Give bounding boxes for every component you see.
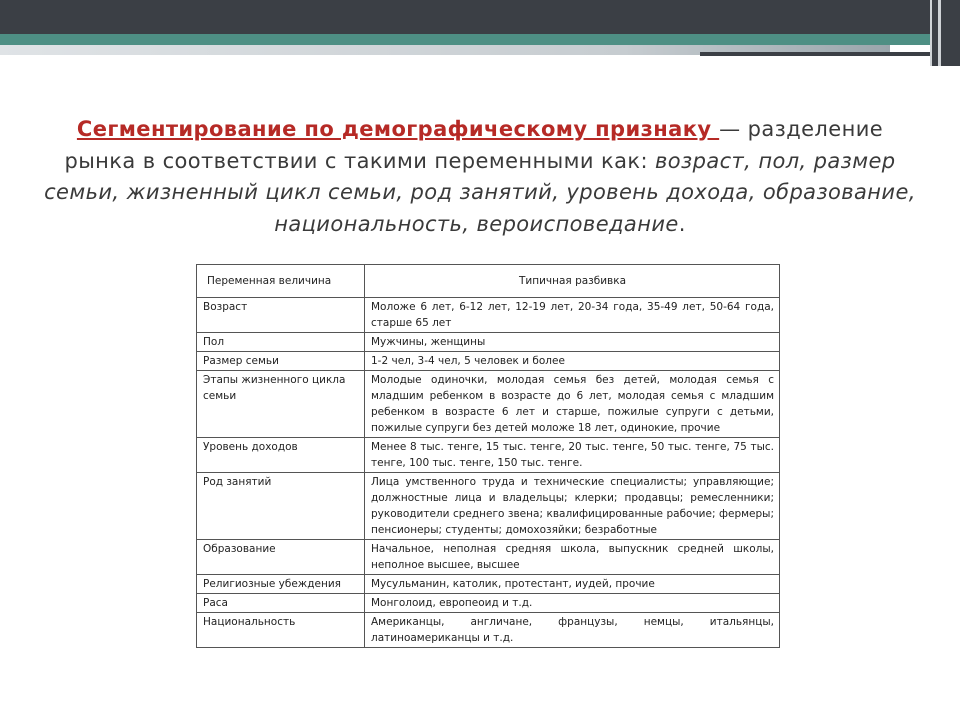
table-row [197, 473, 780, 540]
segmentation-table [196, 264, 780, 648]
cell-breakdown: Мусульманин, католик, протестант, иудей, прочие [365, 575, 780, 594]
top-decor-bar [0, 0, 960, 34]
table-header-row [197, 265, 780, 298]
corner-decor [930, 0, 960, 66]
cell-breakdown: Лица умственного труда и технические специалисты; управляющие; должностные лица и владельцы; клерки; продавцы; ремесленники; руководители среднего звена; квалифицированные рабочие; фермеры; пенсионеры; студенты; домохозяйки; безработные [365, 473, 780, 540]
cell-breakdown: Начальное, неполная средняя школа, выпускник средней школы, неполное высшее, высшее [365, 540, 780, 575]
cell-variable: Религиозные убеждения [197, 575, 365, 594]
cell-variable: Образование [197, 540, 365, 575]
table-row [197, 575, 780, 594]
table-row [197, 438, 780, 473]
cell-variable: Пол [197, 333, 365, 352]
table-row [197, 540, 780, 575]
accent-band [0, 34, 932, 45]
table-row [197, 371, 780, 438]
cell-breakdown: 1-2 чел, 3-4 чел, 5 человек и более [365, 352, 780, 371]
slide-heading [40, 114, 920, 240]
accent-band-dark [700, 52, 932, 56]
heading-text: — разделение рынка в соответствии с такими переменными как: [64, 117, 884, 173]
cell-variable: Возраст [197, 298, 365, 333]
heading-end: . [678, 211, 686, 236]
cell-breakdown: Молодые одиночки, молодая семья без детей, молодая семья с младшим ребенком в возрасте до 6 лет, молодая семья с младшим ребенком в возрасте 6 лет и старше, пожилые супруги с детьми, пожилые супруги без детей моложе 18 лет, одинокие, прочие [365, 371, 780, 438]
table-row [197, 352, 780, 371]
header-variable: Переменная величина [197, 265, 365, 298]
cell-variable: Уровень доходов [197, 438, 365, 473]
cell-variable: Раса [197, 594, 365, 613]
cell-variable: Национальность [197, 613, 365, 648]
cell-variable: Размер семьи [197, 352, 365, 371]
table-row [197, 298, 780, 333]
cell-breakdown: Американцы, англичане, французы, немцы, итальянцы, латиноамериканцы и т.д. [365, 613, 780, 648]
header-breakdown: Типичная разбивка [365, 265, 780, 298]
cell-breakdown: Монголоид, европеоид и т.д. [365, 594, 780, 613]
cell-breakdown: Менее 8 тыс. тенге, 15 тыс. тенге, 20 тыс. тенге, 50 тыс. тенге, 75 тыс. тенге, 100 тыс. тенге, 150 тыс. тенге. [365, 438, 780, 473]
heading-term: Сегментирование по демографическому признаку [76, 117, 720, 141]
table-row [197, 333, 780, 352]
table-row [197, 594, 780, 613]
cell-variable: Этапы жизненного цикла семьи [197, 371, 365, 438]
heading-variables: возраст, пол, размер семьи, жизненный цикл семьи, род занятий, уровень дохода, образование, национальность, вероисповедание [44, 148, 916, 236]
cell-variable: Род занятий [197, 473, 365, 540]
cell-breakdown: Моложе 6 лет, 6-12 лет, 12-19 лет, 20-34 года, 35-49 лет, 50-64 года, старше 65 лет [365, 298, 780, 333]
table-row [197, 613, 780, 648]
cell-breakdown: Мужчины, женщины [365, 333, 780, 352]
